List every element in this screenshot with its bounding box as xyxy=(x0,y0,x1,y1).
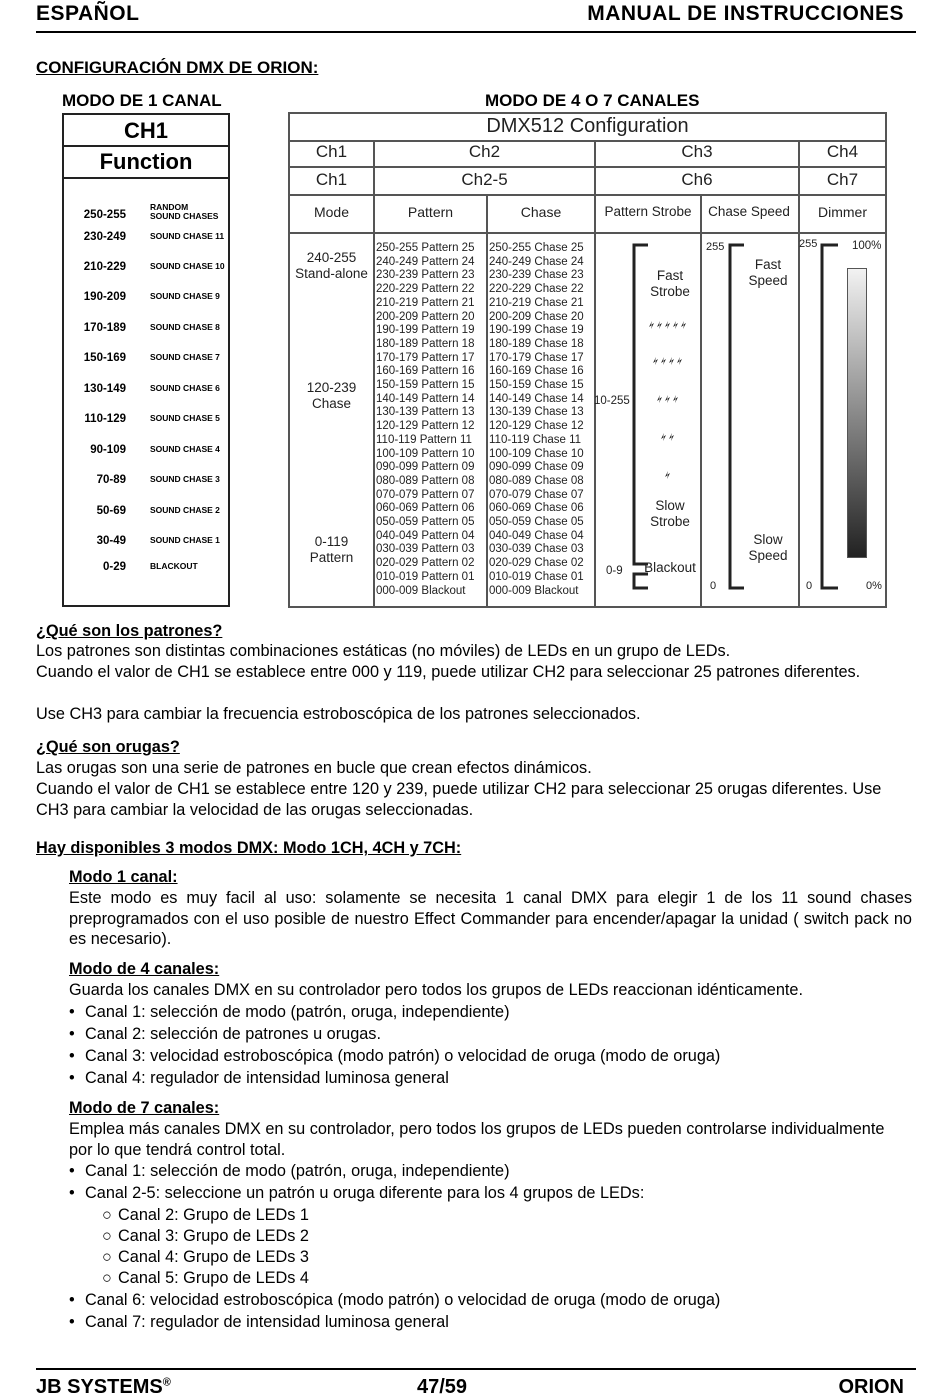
patterns-line-1: Los patrones son distintas combinaciones estáticas (no móviles) de LEDs en un grupo de LEDs. xyxy=(36,642,731,660)
pattern-entry: 010-019 Pattern 01 xyxy=(376,570,475,583)
pattern-entry: 080-089 Pattern 08 xyxy=(376,474,475,487)
pattern-entry: 090-099 Pattern 09 xyxy=(376,461,475,474)
mode7-subitem-1: ○ Canal 2: Grupo de LEDs 1 xyxy=(102,1206,309,1224)
chase-entry: 130-139 Chase 13 xyxy=(489,406,584,419)
mode4-heading: Modo de 4 canales: xyxy=(69,960,220,978)
mode-standalone: 240-255 Stand-alone xyxy=(295,250,368,281)
subhead-pattern-strobe: Pattern Strobe xyxy=(604,204,692,219)
patterns-line-2: Cuando el valor de CH1 se establece entre 000 y 119, puede utilizar CH2 para seleccionar 25 patrones diferentes. xyxy=(36,663,861,681)
ch1-function: SOUND CHASE 7 xyxy=(150,352,220,362)
mode4-item-2: • Canal 2: selección de patrones u orugas. xyxy=(69,1025,381,1043)
chases-line-2: Cuando el valor de CH1 se establece entre 120 y 239, puede utilizar CH2 para seleccionar 25 orugas diferentes. Use CH3 para cambiar la velocidad de las orugas seleccionadas. xyxy=(36,780,882,819)
chase-entry: 100-109 Chase 10 xyxy=(489,447,584,460)
mode-pattern: 0-119 Pattern xyxy=(309,534,354,565)
chase-entry: 150-159 Chase 15 xyxy=(489,379,584,392)
page-header xyxy=(36,0,916,33)
dimmer-min: 0% xyxy=(866,580,882,592)
mode-chase: 120-239 Chase xyxy=(306,380,357,411)
chases-line-1: Las orugas son una serie de patrones en bucle que crean efectos dinámicos. xyxy=(36,759,592,777)
pattern-list xyxy=(376,242,474,598)
speed-top: 255 xyxy=(706,241,725,253)
chase-entry: 040-049 Chase 04 xyxy=(489,529,584,542)
chase-entry: 230-239 Chase 23 xyxy=(489,269,584,282)
ch1-function: SOUND CHASE 5 xyxy=(150,413,220,423)
subhead-chase-speed: Chase Speed xyxy=(708,204,790,219)
mode7-item-4: • Canal 7: regulador de intensidad luminosa general xyxy=(69,1313,449,1331)
pattern-entry: 160-169 Pattern 16 xyxy=(376,365,475,378)
strobe-blackout-range: 0-9 xyxy=(606,565,623,577)
strobe-fast: Fast Strobe xyxy=(650,268,690,299)
ch1-range: 130-149 xyxy=(83,383,126,395)
pattern-entry: 230-239 Pattern 23 xyxy=(376,269,475,282)
ch1-function: SOUND CHASE 4 xyxy=(150,444,220,454)
mode7-subitem-3: ○ Canal 4: Grupo de LEDs 3 xyxy=(102,1248,309,1266)
mode1-text: Este modo es muy facil al uso: solamente se necesita 1 canal DMX para elegir 1 de los 11 sound chases preprogramados con el uso posible de nuestro Effect Commander para encender/apagar la unidad ( switch pack no es necesario). xyxy=(69,889,912,948)
pattern-entry: 020-029 Pattern 02 xyxy=(376,557,475,570)
subhead-pattern: Pattern xyxy=(407,204,454,220)
ch1-range: 230-249 xyxy=(83,231,126,243)
mode7-item-1: • Canal 1: selección de modo (patrón, oruga, independiente) xyxy=(69,1162,510,1180)
pattern-entry: 070-079 Pattern 07 xyxy=(376,488,475,501)
pattern-entry: 180-189 Pattern 18 xyxy=(376,337,475,350)
lightning-icons xyxy=(645,319,695,484)
header-ch4: Ch4 xyxy=(826,142,859,161)
chase-entry: 250-255 Chase 25 xyxy=(489,242,584,254)
mode4-item-3: • Canal 3: velocidad estroboscópica (modo patrón) o velocidad de oruga (modo de oruga) xyxy=(69,1047,721,1065)
ch1-range: 210-229 xyxy=(83,261,126,273)
pattern-entry: 140-149 Pattern 14 xyxy=(376,392,475,405)
pattern-entry: 220-229 Pattern 22 xyxy=(376,283,475,296)
speed-slow: Slow Speed xyxy=(748,532,788,563)
pattern-entry: 030-039 Pattern 03 xyxy=(376,543,475,556)
chase-entry: 200-209 Chase 20 xyxy=(489,310,584,323)
dimmer-bottom: 0 xyxy=(806,580,813,592)
pattern-entry: 240-249 Pattern 24 xyxy=(376,255,475,268)
header7-ch1: Ch1 xyxy=(315,170,348,189)
page-number: 47/59 xyxy=(417,1376,468,1398)
pattern-entry: 250-255 Pattern 25 xyxy=(376,242,475,254)
subhead-mode: Mode xyxy=(313,204,350,220)
ch1-range: 50-69 xyxy=(96,505,126,517)
chase-entry: 070-079 Chase 07 xyxy=(489,488,584,501)
chase-entry: 110-119 Chase 11 xyxy=(489,433,582,446)
strobe-blackout: Blackout xyxy=(644,560,696,575)
modes-heading: Hay disponibles 3 modos DMX: Modo 1CH, 4CH y 7CH: xyxy=(36,839,462,857)
chase-entry: 030-039 Chase 03 xyxy=(489,543,584,556)
pattern-entry: 200-209 Pattern 20 xyxy=(376,310,475,323)
dimmer-gradient xyxy=(847,268,867,558)
ch1-range: 170-189 xyxy=(83,322,126,334)
chase-entry: 160-169 Chase 16 xyxy=(489,365,584,378)
header-ch2: Ch2 xyxy=(468,142,501,161)
mode1-heading: Modo 1 canal: xyxy=(69,868,178,886)
ch1-title: CH1 xyxy=(64,115,228,147)
header7-ch2-5: Ch2-5 xyxy=(461,170,508,189)
mode4-item-1: • Canal 1: selección de modo (patrón, oruga, independiente) xyxy=(69,1003,510,1021)
mode7-heading: Modo de 7 canales: xyxy=(69,1099,220,1117)
ch1-function-table xyxy=(62,113,230,607)
ch1-function: SOUND CHASE 9 xyxy=(150,291,220,301)
chase-entry: 120-129 Chase 12 xyxy=(489,420,584,433)
chase-entry: 210-219 Chase 21 xyxy=(489,296,584,309)
chase-list xyxy=(489,242,584,598)
pattern-entry: 120-129 Pattern 12 xyxy=(376,420,475,433)
chase-entry: 020-029 Chase 02 xyxy=(489,557,584,570)
mode7-subitem-2: ○ Canal 3: Grupo de LEDs 2 xyxy=(102,1227,309,1245)
dimmer-top: 255 xyxy=(799,238,818,250)
ch1-subtitle: Function xyxy=(64,147,228,179)
pattern-entry: 130-139 Pattern 13 xyxy=(376,406,475,419)
ch1-function: SOUND CHASE 10 xyxy=(150,261,225,271)
mode47-label: MODO DE 4 O 7 CANALES xyxy=(485,91,700,110)
mode7-text: Emplea más canales DMX en su controlador, pero todos los grupos de LEDs pueden controlarse individualmente por lo que tendrá control total. xyxy=(69,1120,885,1159)
subhead-chase: Chase xyxy=(520,204,562,220)
chase-entry: 010-019 Chase 01 xyxy=(489,570,584,583)
ch1-range: 70-89 xyxy=(96,474,126,486)
mode7-item-3: • Canal 6: velocidad estroboscópica (modo patrón) o velocidad de oruga (modo de oruga) xyxy=(69,1291,721,1309)
strobe-slow: Slow Strobe xyxy=(650,498,690,529)
manual-title: MANUAL DE INSTRUCCIONES xyxy=(587,2,904,25)
chase-entry: 080-089 Chase 08 xyxy=(489,474,584,487)
header7-ch7: Ch7 xyxy=(826,170,859,189)
ch1-range: 30-49 xyxy=(96,535,126,547)
ch1-function: SOUND CHASE 2 xyxy=(150,505,220,515)
ch1-function: SOUND CHASE 8 xyxy=(150,322,220,332)
ch1-function: RANDOM SOUND CHASES xyxy=(150,202,219,221)
pattern-entry: 040-049 Pattern 04 xyxy=(376,529,475,542)
pattern-entry: 050-059 Pattern 05 xyxy=(376,516,475,529)
ch1-function: SOUND CHASE 6 xyxy=(150,383,220,393)
ch1-range: 0-29 xyxy=(102,561,126,573)
strobe-range: 10-255 xyxy=(594,395,630,407)
chase-entry: 240-249 Chase 24 xyxy=(489,255,584,268)
header-ch1: Ch1 xyxy=(315,142,348,161)
pattern-entry: 060-069 Pattern 06 xyxy=(376,502,475,515)
header7-ch6: Ch6 xyxy=(681,170,713,189)
patterns-line-3: Use CH3 para cambiar la frecuencia estroboscópica de los patrones seleccionados. xyxy=(36,705,641,723)
page-footer xyxy=(36,1368,916,1397)
chases-heading: ¿Qué son orugas? xyxy=(36,738,180,756)
dimmer-bracket xyxy=(818,242,842,592)
chase-entry: 050-059 Chase 05 xyxy=(489,516,584,529)
ch1-range: 110-129 xyxy=(84,413,126,425)
chase-entry: 190-199 Chase 19 xyxy=(489,324,584,337)
footer-brand: JB SYSTEMS® xyxy=(36,1376,171,1398)
speed-fast: Fast Speed xyxy=(748,257,788,288)
pattern-entry: 110-119 Pattern 11 xyxy=(376,433,472,446)
patterns-heading: ¿Qué son los patrones? xyxy=(36,622,223,640)
ch1-range: 150-169 xyxy=(83,352,126,364)
header-ch3: Ch3 xyxy=(681,142,713,161)
mode1-label: MODO DE 1 CANAL xyxy=(62,91,222,110)
ch1-function: SOUND CHASE 11 xyxy=(150,231,225,241)
dmx-config-table xyxy=(288,112,887,608)
ch1-function: BLACKOUT xyxy=(150,561,198,571)
mode4-item-4: • Canal 4: regulador de intensidad luminosa general xyxy=(69,1069,449,1087)
dmx-title: DMX512 Configuration xyxy=(486,115,689,137)
dimmer-max: 100% xyxy=(852,240,882,252)
mode7-item-2: • Canal 2-5: seleccione un patrón u oruga diferente para los 4 grupos de LEDs: xyxy=(69,1184,645,1202)
pattern-entry: 170-179 Pattern 17 xyxy=(376,351,475,364)
mode7-subitem-4: ○ Canal 5: Grupo de LEDs 4 xyxy=(102,1269,309,1287)
speed-bottom: 0 xyxy=(710,580,717,592)
section-title: CONFIGURACIÓN DMX DE ORION: xyxy=(36,58,319,77)
mode4-text: Guarda los canales DMX en su controlador pero todos los grupos de LEDs reaccionan idénticamente. xyxy=(69,981,803,999)
pattern-entry: 190-199 Pattern 19 xyxy=(376,324,475,337)
ch1-function: SOUND CHASE 3 xyxy=(150,474,220,484)
chase-entry: 090-099 Chase 09 xyxy=(489,461,584,474)
ch1-range: 190-209 xyxy=(83,291,126,303)
chase-entry: 180-189 Chase 18 xyxy=(489,337,584,350)
pattern-entry: 150-159 Pattern 15 xyxy=(376,379,475,392)
chase-entry: 170-179 Chase 17 xyxy=(489,351,584,364)
chase-entry: 140-149 Chase 14 xyxy=(489,392,584,405)
footer-product: ORION xyxy=(838,1376,904,1398)
ch1-range: 90-109 xyxy=(90,444,126,456)
chase-entry: 060-069 Chase 06 xyxy=(489,502,584,515)
subhead-dimmer: Dimmer xyxy=(818,204,867,220)
chase-entry: 220-229 Chase 22 xyxy=(489,283,584,296)
pattern-entry: 210-219 Pattern 21 xyxy=(376,296,475,309)
pattern-entry: 100-109 Pattern 10 xyxy=(376,447,475,460)
ch1-range: 250-255 xyxy=(83,209,126,221)
pattern-entry: 000-009 Blackout xyxy=(376,584,466,597)
language-label: ESPAÑOL xyxy=(36,2,140,25)
ch1-function: SOUND CHASE 1 xyxy=(150,535,220,545)
chase-entry: 000-009 Blackout xyxy=(489,584,579,597)
